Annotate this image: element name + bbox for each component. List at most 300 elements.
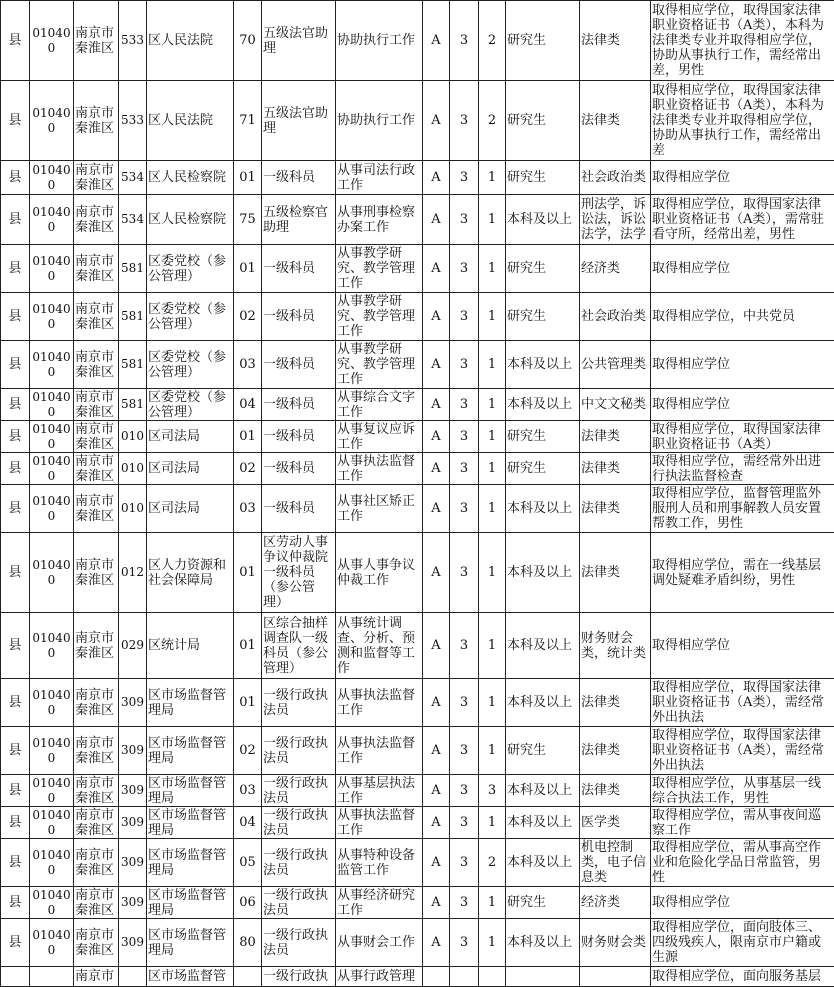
cell-position-name: 一级行政执 — [262, 967, 336, 987]
cell-dept-name: 区市场监督管理局 — [147, 887, 234, 919]
cell-requirements: 取得相应学位 — [651, 389, 834, 421]
cell-category: A — [423, 679, 450, 727]
cell-dept-code: 029 — [119, 613, 147, 679]
cell-region: 南京市秦淮区 — [74, 195, 119, 245]
cell-count: 2 — [479, 81, 506, 161]
cell-major: 公共管理类 — [580, 341, 651, 389]
table-row — [1, 533, 834, 613]
cell-major: 经济类 — [580, 887, 651, 919]
cell-dept-name: 区人民法院 — [147, 81, 234, 161]
cell-requirements: 取得相应学位，需从事高空作业和危险化学品日常监管，男性 — [651, 839, 834, 887]
cell-region: 南京市秦淮区 — [74, 919, 119, 967]
table-row — [1, 967, 834, 987]
cell-education: 本科及以上 — [506, 919, 580, 967]
table-row — [1, 807, 834, 839]
cell-category: A — [423, 727, 450, 775]
cell-position-name: 五级检察官助理 — [262, 195, 336, 245]
cell-position-code: 01 — [234, 161, 262, 195]
cell-education: 本科及以上 — [506, 389, 580, 421]
cell-requirements: 取得相应学位，取得国家法律职业资格证书（A类），本科为法律类专业并取得相应学位，协助从事执行工作，需经常出差，男性 — [651, 1, 834, 81]
cell-code: 010400 — [30, 727, 74, 775]
cell-position-code: 71 — [234, 81, 262, 161]
cell-count: 1 — [479, 453, 506, 485]
cell-level: 县 — [1, 775, 30, 807]
cell-exam-type: 3 — [450, 245, 479, 293]
table-row — [1, 919, 834, 967]
cell-dept-code: 533 — [119, 1, 147, 81]
cell-requirements: 取得相应学位，需经常外出进行执法监督检查 — [651, 453, 834, 485]
cell-count: 1 — [479, 679, 506, 727]
cell-requirements: 取得相应学位，取得国家法律职业资格证书（A类） — [651, 421, 834, 453]
cell-requirements: 取得相应学位 — [651, 341, 834, 389]
cell-dept-name: 区人民检察院 — [147, 161, 234, 195]
cell-position-code: 05 — [234, 839, 262, 887]
cell-duty: 从事复议应诉工作 — [336, 421, 423, 453]
cell-position-name: 一级行政执法员 — [262, 775, 336, 807]
cell-exam-type — [450, 967, 479, 987]
cell-education: 本科及以上 — [506, 533, 580, 613]
cell-count: 1 — [479, 161, 506, 195]
cell-category: A — [423, 453, 450, 485]
cell-region: 南京市秦淮区 — [74, 727, 119, 775]
cell-dept-code: 534 — [119, 195, 147, 245]
cell-requirements: 取得相应学位，监督管理监外服刑人员和刑事解教人员安置帮教工作，男性 — [651, 485, 834, 533]
cell-count: 1 — [479, 613, 506, 679]
cell-dept-code: 309 — [119, 839, 147, 887]
cell-position-name: 一级科员 — [262, 389, 336, 421]
cell-code: 010400 — [30, 293, 74, 341]
cell-duty: 从事教学研究、教学管理工作 — [336, 245, 423, 293]
table-body — [1, 1, 834, 987]
cell-category: A — [423, 195, 450, 245]
cell-category: A — [423, 919, 450, 967]
cell-count: 1 — [479, 533, 506, 613]
cell-position-name: 一级行政执法员 — [262, 887, 336, 919]
cell-exam-type: 3 — [450, 161, 479, 195]
cell-major: 财务财会类 — [580, 919, 651, 967]
cell-category: A — [423, 775, 450, 807]
cell-position-name: 一级行政执法员 — [262, 919, 336, 967]
cell-major: 刑法学，诉讼法，诉讼法学，法学 — [580, 195, 651, 245]
cell-major: 法律类 — [580, 679, 651, 727]
cell-position-name: 一级行政执法员 — [262, 839, 336, 887]
cell-duty: 从事统计调查、分析、预测和监督等工作 — [336, 613, 423, 679]
cell-code: 010400 — [30, 389, 74, 421]
cell-education: 研究生 — [506, 81, 580, 161]
cell-dept-name: 区司法局 — [147, 421, 234, 453]
cell-education: 本科及以上 — [506, 839, 580, 887]
cell-major: 法律类 — [580, 533, 651, 613]
cell-dept-name: 区市场监督管理局 — [147, 679, 234, 727]
cell-category: A — [423, 245, 450, 293]
cell-exam-type: 3 — [450, 1, 479, 81]
table-row — [1, 195, 834, 245]
cell-dept-code: 534 — [119, 161, 147, 195]
cell-education: 本科及以上 — [506, 613, 580, 679]
cell-dept-name: 区市场监督管理局 — [147, 727, 234, 775]
cell-dept-code: 010 — [119, 485, 147, 533]
cell-category: A — [423, 161, 450, 195]
cell-code: 010400 — [30, 613, 74, 679]
cell-position-code: 01 — [234, 421, 262, 453]
cell-level: 县 — [1, 293, 30, 341]
cell-requirements: 取得相应学位，取得国家法律职业资格证书（A类），需经常外出执法 — [651, 679, 834, 727]
cell-region: 南京市秦淮区 — [74, 839, 119, 887]
cell-level: 县 — [1, 81, 30, 161]
table-row — [1, 727, 834, 775]
cell-position-name: 区劳动人事争议仲裁院一级科员（参公管理） — [262, 533, 336, 613]
cell-position-name: 区综合抽样调查队一级科员（参公管理） — [262, 613, 336, 679]
cell-dept-code: 309 — [119, 775, 147, 807]
cell-position-code: 03 — [234, 485, 262, 533]
cell-requirements: 取得相应学位，需在一线基层调处疑难矛盾纠纷，男性 — [651, 533, 834, 613]
cell-education: 本科及以上 — [506, 775, 580, 807]
cell-education: 本科及以上 — [506, 485, 580, 533]
cell-duty: 从事教学研究、教学管理工作 — [336, 341, 423, 389]
cell-dept-code: 309 — [119, 679, 147, 727]
cell-category: A — [423, 613, 450, 679]
cell-dept-code: 309 — [119, 887, 147, 919]
cell-category: A — [423, 81, 450, 161]
cell-position-code: 70 — [234, 1, 262, 81]
cell-dept-name: 区市场监督管理局 — [147, 919, 234, 967]
cell-major: 法律类 — [580, 1, 651, 81]
cell-level: 县 — [1, 1, 30, 81]
cell-position-name: 一级科员 — [262, 245, 336, 293]
cell-duty: 协助执行工作 — [336, 1, 423, 81]
cell-region: 南京市秦淮区 — [74, 533, 119, 613]
cell-level: 县 — [1, 533, 30, 613]
cell-education: 本科及以上 — [506, 679, 580, 727]
cell-education: 研究生 — [506, 887, 580, 919]
cell-exam-type: 3 — [450, 485, 479, 533]
cell-code: 010400 — [30, 1, 74, 81]
cell-position-code: 01 — [234, 245, 262, 293]
cell-requirements: 取得相应学位，面向肢体三、四级残疾人，限南京市户籍或生源 — [651, 919, 834, 967]
cell-count: 1 — [479, 341, 506, 389]
cell-category — [423, 967, 450, 987]
cell-exam-type: 3 — [450, 807, 479, 839]
cell-position-code: 01 — [234, 679, 262, 727]
cell-duty: 协助执行工作 — [336, 81, 423, 161]
cell-code: 010400 — [30, 341, 74, 389]
cell-requirements: 取得相应学位，从事基层一线综合执法工作，男性 — [651, 775, 834, 807]
cell-dept-name: 区人民检察院 — [147, 195, 234, 245]
cell-category: A — [423, 389, 450, 421]
cell-code: 010400 — [30, 421, 74, 453]
cell-position-name: 一级科员 — [262, 453, 336, 485]
cell-level: 县 — [1, 887, 30, 919]
cell-region: 南京市秦淮区 — [74, 1, 119, 81]
cell-position-code: 01 — [234, 533, 262, 613]
cell-major: 医学类 — [580, 807, 651, 839]
cell-major: 法律类 — [580, 81, 651, 161]
cell-dept-name: 区委党校（参公管理） — [147, 389, 234, 421]
cell-category: A — [423, 807, 450, 839]
cell-duty: 从事综合文字工作 — [336, 389, 423, 421]
cell-region: 南京市秦淮区 — [74, 887, 119, 919]
cell-duty: 从事特种设备监管工作 — [336, 839, 423, 887]
cell-position-name: 一级科员 — [262, 485, 336, 533]
cell-duty: 从事执法监督工作 — [336, 807, 423, 839]
cell-region: 南京市秦淮区 — [74, 161, 119, 195]
cell-requirements: 取得相应学位 — [651, 245, 834, 293]
cell-category: A — [423, 421, 450, 453]
cell-region: 南京市秦淮区 — [74, 775, 119, 807]
cell-dept-name: 区委党校（参公管理） — [147, 293, 234, 341]
cell-dept-code: 010 — [119, 421, 147, 453]
table-row — [1, 485, 834, 533]
cell-position-name: 一级科员 — [262, 421, 336, 453]
cell-dept-code: 581 — [119, 389, 147, 421]
cell-position-name: 一级行政执法员 — [262, 727, 336, 775]
cell-major: 法律类 — [580, 453, 651, 485]
cell-region: 南京市秦淮区 — [74, 421, 119, 453]
cell-position-code: 03 — [234, 341, 262, 389]
cell-dept-code: 533 — [119, 81, 147, 161]
cell-position-name: 一级科员 — [262, 161, 336, 195]
cell-education — [506, 967, 580, 987]
cell-duty: 从事执法监督工作 — [336, 453, 423, 485]
cell-count: 1 — [479, 421, 506, 453]
cell-code: 010400 — [30, 887, 74, 919]
cell-duty: 从事基层执法工作 — [336, 775, 423, 807]
cell-level: 县 — [1, 341, 30, 389]
cell-code: 010400 — [30, 81, 74, 161]
cell-region: 南京市秦淮区 — [74, 341, 119, 389]
cell-category: A — [423, 1, 450, 81]
cell-dept-name: 区人力资源和社会保障局 — [147, 533, 234, 613]
cell-major: 社会政治类 — [580, 293, 651, 341]
cell-category: A — [423, 839, 450, 887]
cell-region: 南京市秦淮区 — [74, 453, 119, 485]
cell-position-name: 一级科员 — [262, 341, 336, 389]
cell-count: 1 — [479, 389, 506, 421]
cell-category: A — [423, 485, 450, 533]
table-row — [1, 293, 834, 341]
cell-level: 县 — [1, 807, 30, 839]
cell-education: 研究生 — [506, 245, 580, 293]
table-row — [1, 421, 834, 453]
cell-level: 县 — [1, 613, 30, 679]
cell-count: 1 — [479, 727, 506, 775]
cell-level: 县 — [1, 679, 30, 727]
cell-major — [580, 967, 651, 987]
cell-position-name: 一级行政执法员 — [262, 807, 336, 839]
cell-requirements: 取得相应学位 — [651, 161, 834, 195]
cell-dept-name: 区委党校（参公管理） — [147, 245, 234, 293]
cell-position-code: 02 — [234, 453, 262, 485]
cell-dept-name: 区人民法院 — [147, 1, 234, 81]
cell-dept-name: 区市场监督管理局 — [147, 839, 234, 887]
table-row — [1, 775, 834, 807]
cell-level — [1, 967, 30, 987]
cell-education: 研究生 — [506, 421, 580, 453]
cell-major: 法律类 — [580, 421, 651, 453]
table-row — [1, 161, 834, 195]
cell-count: 1 — [479, 887, 506, 919]
cell-dept-name: 区委党校（参公管理） — [147, 341, 234, 389]
cell-exam-type: 3 — [450, 613, 479, 679]
cell-exam-type: 3 — [450, 679, 479, 727]
cell-position-code: 02 — [234, 293, 262, 341]
cell-duty: 从事执法监督工作 — [336, 679, 423, 727]
table-row — [1, 839, 834, 887]
cell-exam-type: 3 — [450, 727, 479, 775]
cell-duty: 从事经济研究工作 — [336, 887, 423, 919]
cell-duty: 从事社区矫正工作 — [336, 485, 423, 533]
cell-level: 县 — [1, 161, 30, 195]
cell-position-name: 一级科员 — [262, 293, 336, 341]
cell-dept-name: 区市场监督管理局 — [147, 775, 234, 807]
cell-level: 县 — [1, 421, 30, 453]
cell-duty: 从事刑事检察办案工作 — [336, 195, 423, 245]
cell-count: 1 — [479, 195, 506, 245]
table-row — [1, 613, 834, 679]
cell-level: 县 — [1, 839, 30, 887]
cell-duty: 从事司法行政工作 — [336, 161, 423, 195]
cell-code: 010400 — [30, 161, 74, 195]
cell-category: A — [423, 293, 450, 341]
cell-dept-code: 581 — [119, 245, 147, 293]
cell-count: 1 — [479, 807, 506, 839]
cell-dept-name: 区统计局 — [147, 613, 234, 679]
cell-dept-code — [119, 967, 147, 987]
cell-code: 010400 — [30, 775, 74, 807]
cell-region: 南京市秦淮区 — [74, 613, 119, 679]
cell-exam-type: 3 — [450, 919, 479, 967]
cell-level: 县 — [1, 453, 30, 485]
cell-major: 法律类 — [580, 775, 651, 807]
cell-major: 法律类 — [580, 727, 651, 775]
cell-position-code: 04 — [234, 807, 262, 839]
cell-education: 本科及以上 — [506, 341, 580, 389]
cell-requirements: 取得相应学位，取得国家法律职业资格证书（A类），需常驻看守所，经常出差，男性 — [651, 195, 834, 245]
cell-exam-type: 3 — [450, 887, 479, 919]
cell-exam-type: 3 — [450, 421, 479, 453]
cell-count — [479, 967, 506, 987]
cell-exam-type: 3 — [450, 195, 479, 245]
cell-major: 财务财会类，统计类 — [580, 613, 651, 679]
cell-exam-type: 3 — [450, 81, 479, 161]
cell-category: A — [423, 341, 450, 389]
cell-exam-type: 3 — [450, 293, 479, 341]
cell-major: 社会政治类 — [580, 161, 651, 195]
cell-requirements: 取得相应学位，取得国家法律职业资格证书（A类），本科为法律类专业并取得相应学位，协助从事执行工作，需经常出差 — [651, 81, 834, 161]
cell-code: 010400 — [30, 919, 74, 967]
cell-major: 法律类 — [580, 485, 651, 533]
cell-code: 010400 — [30, 245, 74, 293]
cell-position-code: 02 — [234, 727, 262, 775]
cell-exam-type: 3 — [450, 533, 479, 613]
cell-duty: 从事执法监督工作 — [336, 727, 423, 775]
cell-dept-code: 309 — [119, 919, 147, 967]
cell-region: 南京市秦淮区 — [74, 245, 119, 293]
cell-dept-code: 309 — [119, 727, 147, 775]
cell-education: 研究生 — [506, 293, 580, 341]
table-row — [1, 887, 834, 919]
cell-region: 南京市秦淮区 — [74, 485, 119, 533]
cell-requirements: 取得相应学位，需从事夜间巡察工作 — [651, 807, 834, 839]
cell-count: 3 — [479, 775, 506, 807]
cell-position-code — [234, 967, 262, 987]
cell-position-code: 80 — [234, 919, 262, 967]
cell-region: 南京市秦淮区 — [74, 807, 119, 839]
cell-major: 经济类 — [580, 245, 651, 293]
cell-category: A — [423, 887, 450, 919]
table-row — [1, 679, 834, 727]
cell-count: 1 — [479, 293, 506, 341]
cell-exam-type: 3 — [450, 839, 479, 887]
cell-position-code: 04 — [234, 389, 262, 421]
cell-duty: 从事财会工作 — [336, 919, 423, 967]
cell-exam-type: 3 — [450, 341, 479, 389]
cell-major: 机电控制类，电子信息类 — [580, 839, 651, 887]
cell-duty: 从事行政管理 — [336, 967, 423, 987]
cell-category: A — [423, 533, 450, 613]
cell-dept-code: 581 — [119, 293, 147, 341]
cell-dept-code: 581 — [119, 341, 147, 389]
cell-level: 县 — [1, 389, 30, 421]
cell-exam-type: 3 — [450, 775, 479, 807]
cell-code: 010400 — [30, 533, 74, 613]
cell-dept-code: 010 — [119, 453, 147, 485]
cell-region: 南京市 — [74, 967, 119, 987]
table-row — [1, 1, 834, 81]
cell-region: 南京市秦淮区 — [74, 679, 119, 727]
cell-position-name: 五级法官助理 — [262, 81, 336, 161]
cell-code: 010400 — [30, 839, 74, 887]
cell-level: 县 — [1, 727, 30, 775]
cell-region: 南京市秦淮区 — [74, 293, 119, 341]
cell-major: 中文文秘类 — [580, 389, 651, 421]
cell-education: 本科及以上 — [506, 807, 580, 839]
cell-position-name: 一级行政执法员 — [262, 679, 336, 727]
cell-dept-name: 区市场监督管 — [147, 967, 234, 987]
cell-position-code: 01 — [234, 613, 262, 679]
cell-count: 1 — [479, 485, 506, 533]
cell-education: 研究生 — [506, 727, 580, 775]
cell-position-name: 五级法官助理 — [262, 1, 336, 81]
cell-code: 010400 — [30, 679, 74, 727]
table-row — [1, 341, 834, 389]
cell-education: 研究生 — [506, 453, 580, 485]
cell-count: 1 — [479, 245, 506, 293]
cell-count: 2 — [479, 839, 506, 887]
cell-level: 县 — [1, 195, 30, 245]
table-row — [1, 245, 834, 293]
cell-level: 县 — [1, 485, 30, 533]
cell-requirements: 取得相应学位，中共党员 — [651, 293, 834, 341]
cell-level: 县 — [1, 245, 30, 293]
cell-count: 2 — [479, 1, 506, 81]
cell-requirements: 取得相应学位，取得国家法律职业资格证书（A类），需经常外出执法 — [651, 727, 834, 775]
table-row — [1, 453, 834, 485]
cell-dept-name: 区市场监督管理局 — [147, 807, 234, 839]
table-row — [1, 389, 834, 421]
cell-position-code: 75 — [234, 195, 262, 245]
cell-code — [30, 967, 74, 987]
cell-position-code: 06 — [234, 887, 262, 919]
cell-code: 010400 — [30, 485, 74, 533]
cell-level: 县 — [1, 919, 30, 967]
cell-dept-name: 区司法局 — [147, 453, 234, 485]
cell-duty: 从事教学研究、教学管理工作 — [336, 293, 423, 341]
cell-duty: 从事人事争议仲裁工作 — [336, 533, 423, 613]
cell-code: 010400 — [30, 453, 74, 485]
cell-education: 研究生 — [506, 1, 580, 81]
cell-code: 010400 — [30, 807, 74, 839]
